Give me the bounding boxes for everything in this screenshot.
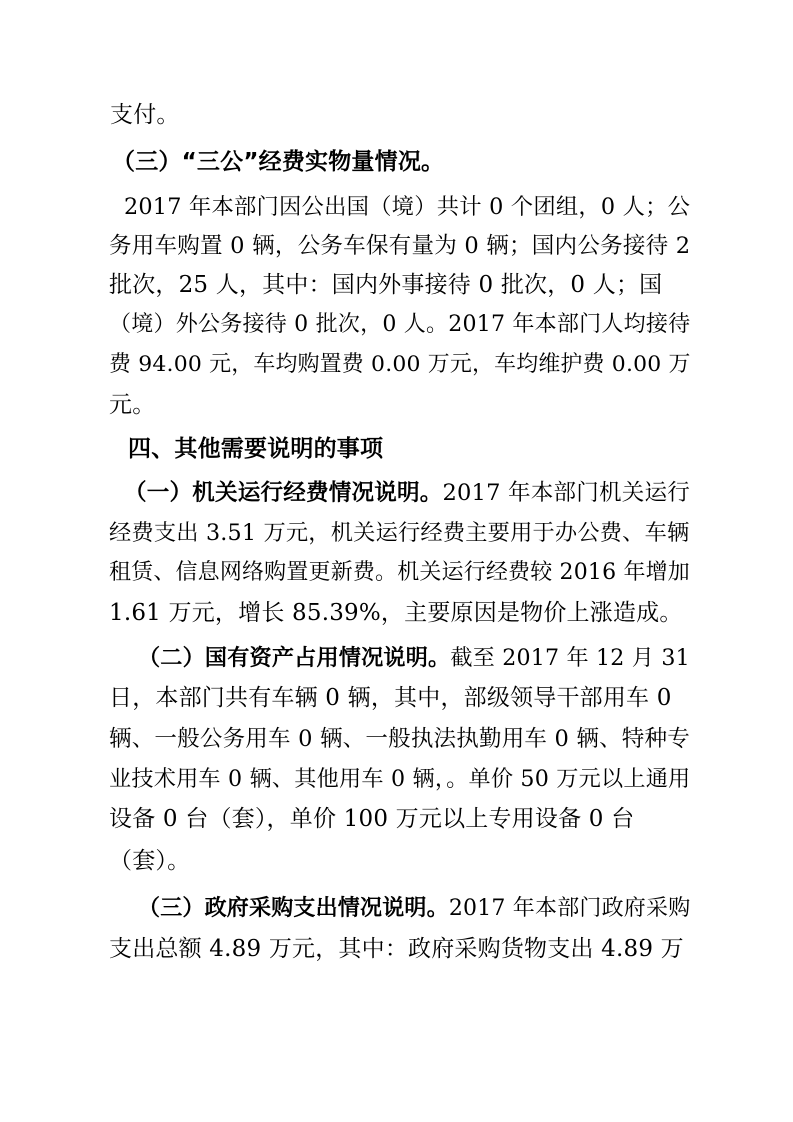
text-line: 元。	[109, 392, 156, 418]
paragraph-first-line	[124, 478, 690, 508]
text-line: 务用车购置 0 辆，公务车保有量为 0 辆；国内公务接待 2	[109, 233, 691, 259]
text-line: 设备 0 台（套），单价 100 万元以上专用设备 0 台	[109, 806, 635, 832]
paragraph-heading: （一）机关运行经费情况说明。	[124, 480, 443, 506]
text-line: 支出总额 4.89 万元，其中：政府采购货物支出 4.89 万	[109, 936, 684, 962]
text-line: 经费支出 3.51 万元，机关运行经费主要用于办公费、车辆	[109, 520, 690, 546]
paragraph-text: 2017 年本部门政府采购	[448, 896, 691, 921]
text-line: （境）外公务接待 0 批次，0 人。2017 年本部门人均接待	[109, 312, 691, 337]
text-line: 租赁、信息网络购置更新费。机关运行经费较 2016 年增加	[109, 560, 690, 585]
text-line: 费 94.00 元，车均购置费 0.00 万元，车均维护费 0.00 万	[109, 352, 691, 377]
text-line: 2017 年本部门因公出国（境）共计 0 个团组，0 人；公	[124, 194, 691, 220]
text-line: 业技术用车 0 辆、其他用车 0 辆，。单价 50 万元以上通用	[109, 766, 691, 792]
section-heading-four: 四、其他需要说明的事项	[128, 436, 384, 462]
paragraph-first-line	[138, 894, 690, 924]
paragraph-text: 2017 年本部门机关运行	[442, 480, 690, 506]
paragraph-text: 截至 2017 年 12 月 31	[450, 645, 690, 671]
text-line: （套）。	[109, 848, 191, 874]
text-line: 1.61 万元，增长 85.39%，主要原因是物价上涨造成。	[109, 600, 683, 626]
section-heading-three-gong: （三）“三公”经费实物量情况。	[112, 149, 445, 175]
paragraph-first-line	[138, 643, 690, 673]
text-line: 批次，25 人，其中：国内外事接待 0 批次，0 人；国	[109, 272, 663, 298]
text-line: 辆、一般公务用车 0 辆、一般执法执勤用车 0 辆、特种专	[109, 726, 690, 752]
text-line: 支付。	[110, 102, 180, 128]
paragraph-heading: （二）国有资产占用情况说明。	[138, 645, 451, 671]
paragraph-heading: （三）政府采购支出情况说明。	[138, 896, 449, 921]
text-line: 日，本部门共有车辆 0 辆，其中，部级领导干部用车 0	[109, 685, 672, 711]
